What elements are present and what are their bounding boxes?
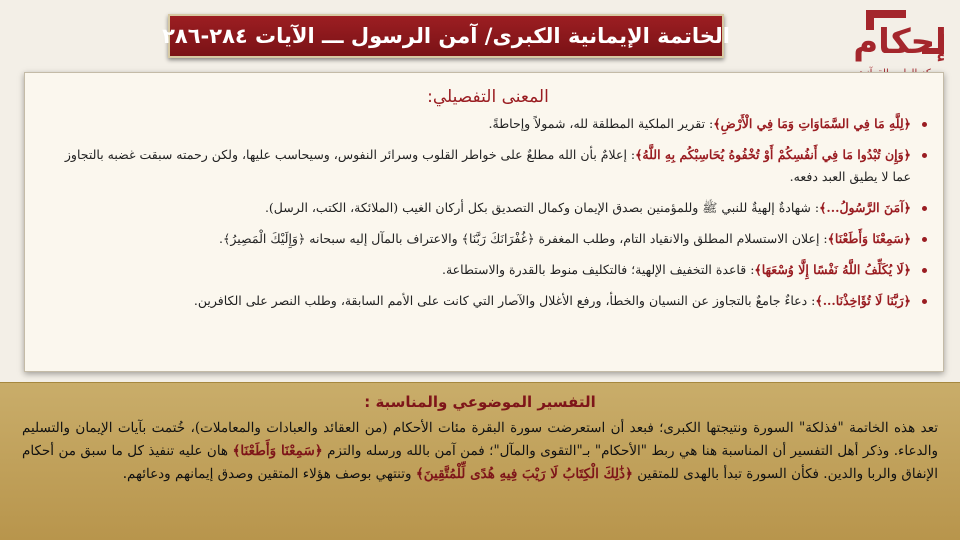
verse-text: ﴿رَبَّنَا لَا تُؤَاخِذْنَا...﴾ [815,293,911,308]
explanation-text: : إعلان الاستسلام المطلق والانقياد التام، وطلب المغفرة ﴿غُفْرَانَكَ رَبَّنَا﴾ والاعتراف بالمآل إليه سبحانه ﴿وَإِلَيْكَ الْمَصِيرُ﴾. [219,231,828,246]
explanation-text: : تقرير الملكية المطلقة لله، شمولاً وإحاطةً. [488,116,714,131]
thematic-panel [0,382,960,540]
detailed-meaning-card [24,72,944,372]
meaning-list [47,113,929,312]
list-item [47,290,911,312]
list-item [47,228,911,250]
thematic-text-part-1: تعد هذه الخاتمة "فذلكة" السورة ونتيجتها الكبرى؛ فبعد أن استعرضت سورة البقرة مئات الأحكام (من العقائد والعبادات والمعاملات)، خُتمت بآيات الإيمان والتسليم والدعاء. وذكر أهل التفسير أن المناسبة هنا هي ربط "الأحكام" بـ"التقوى والمآل"؛ فمن آمن بالله ورسله والتزم [22,420,938,459]
verse-text: ﴿آمَنَ الرَّسُولُ...﴾ [819,200,911,215]
slide-title: الخاتمة الإيمانية الكبرى/ آمن الرسول ـــ الآيات ٢٨٤-٢٨٦ [162,24,730,48]
list-item [47,144,911,188]
thematic-paragraph [22,417,938,486]
explanation-text: : شهادةٌ إلهيةٌ للنبي ﷺ وللمؤمنين بصدق الإيمان وكمال التصديق بكل أركان الغيب (الملائكة، الكتب، الرسل). [264,200,820,215]
explanation-text: : إعلامٌ بأن الله مطلعٌ على خواطر القلوب وسرائر النفوس، وسيحاسب عليها، ولكن رحمته سبقت غضبه بالتجاوز عما لا يطيق العبد دفعه. [64,147,911,184]
slide-title-bar [162,14,730,58]
list-item [47,259,911,281]
thematic-title: التفسير الموضوعي والمناسبة : [364,393,596,411]
verse-text: ﴿لِلَّهِ مَا فِي السَّمَاوَاتِ وَمَا فِي الْأَرْضِ﴾ [713,116,911,131]
thematic-text-part-2: هان عليه تنفيذ كل ما سبق من أحكام الإنفاق والربا والدين. فكأن السورة تبدأ بالهدى للمتقين [22,443,938,482]
thematic-text-part-3: وتنتهي بوصف هؤلاء المتقين وصدق إيمانهم ودعائهم. [122,466,416,482]
list-item [47,113,911,135]
explanation-text: : دعاءٌ جامعٌ بالتجاوز عن النسيان والخطأ، ورفع الأغلال والآصار التي كانت على الأمم السابقة، وطلب النصر على الكافرين. [193,293,816,308]
verse-text: ﴿لَا يُكَلِّفُ اللَّهُ نَفْسًا إِلَّا وُسْعَهَا﴾ [754,262,911,277]
detailed-meaning-title: المعنى التفصيلي: [427,87,549,107]
verse-text: ﴿سَمِعْنَا وَأَطَعْنَا﴾ [232,443,323,459]
logo-brand: إحكام [853,22,947,62]
verse-text: ﴿وَإِن تُبْدُوا مَا فِي أَنفُسِكُمْ أَوْ تُخْفُوهُ يُحَاسِبْكُم بِهِ اللَّهُ﴾ [635,147,911,162]
verse-text: ﴿سَمِعْنَا وَأَطَعْنَا﴾ [827,231,911,246]
list-item [47,197,911,219]
verse-text: ﴿ذَٰلِكَ الْكِتَابُ لَا رَيْبَ فِيهِ هُدًى لِّلْمُتَّقِينَ﴾ [415,466,633,482]
explanation-text: : قاعدة التخفيف الإلهية؛ فالتكليف منوط بالقدرة والاستطاعة. [442,262,755,277]
logo-mark [852,8,948,66]
